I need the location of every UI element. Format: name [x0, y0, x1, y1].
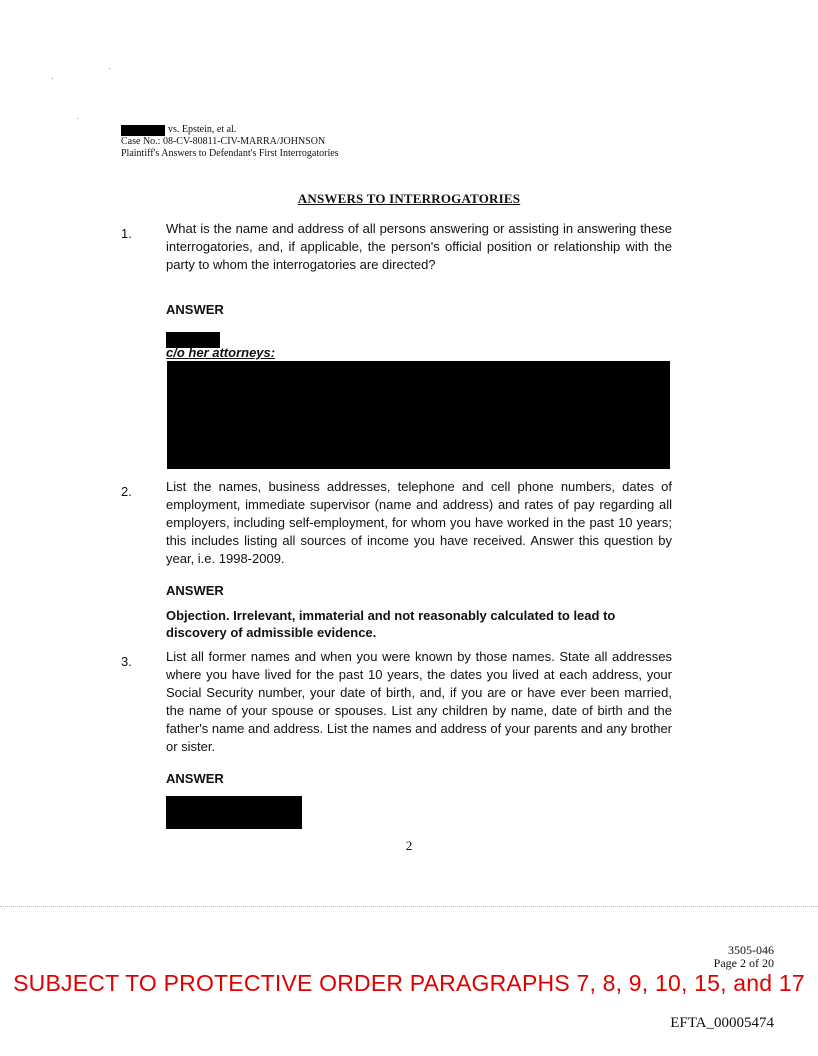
footer-divider [0, 906, 818, 907]
interrogatory-number: 3. [121, 654, 132, 669]
answer-label: ANSWER [166, 583, 224, 598]
interrogatory-number: 1. [121, 226, 132, 241]
scan-speck [52, 78, 53, 79]
answer-attorneys-line: c/o her attorneys: [166, 345, 276, 360]
bates-code: 3505-046 [728, 943, 774, 957]
case-caption [121, 124, 339, 160]
efta-document-id: EFTA_00005474 [670, 1015, 774, 1031]
case-style-suffix: vs. Epstein, et al. [168, 124, 237, 135]
protective-order-notice: SUBJECT TO PROTECTIVE ORDER PARAGRAPHS 7, 8, 9, 10, 15, and 17 [13, 970, 805, 996]
answer-label: ANSWER [166, 771, 224, 786]
redaction-box [166, 796, 302, 829]
page-of-count: Page 2 of 20 [713, 956, 774, 970]
answer-label: ANSWER [166, 302, 224, 317]
redaction-block [167, 361, 670, 469]
interrogatory-question: What is the name and address of all persons answering or assisting in answering these interrogatories, and, if applicable, the person's official position or relationship with the party to whom the interrogatories are directed? [166, 221, 672, 272]
objection-text: Objection. Irrelevant, immaterial and not reasonably calculated to lead to discovery of admissible evidence. [166, 608, 616, 640]
document-title: Plaintiff's Answers to Defendant's First Interrogatories [121, 148, 339, 159]
page-number: 2 [405, 838, 413, 853]
case-style-line [121, 124, 339, 136]
scan-speck [77, 118, 78, 119]
redaction-box [121, 125, 165, 136]
case-number: Case No.: 08-CV-80811-CIV-MARRA/JOHNSON [121, 136, 326, 147]
interrogatory-number: 2. [121, 484, 132, 499]
page-title: ANSWERS TO INTERROGATORIES [297, 191, 521, 206]
interrogatory-question: List all former names and when you were known by those names. State all addresses where you have lived for the past 10 years, the dates you lived at each address, your Social Security number, your date of birth, and, if you are or have ever been married, the name of your spouse or spouses. List any children by name, date of birth and the father's name and address. List the names and address of your parents and any brother or sister. [166, 649, 672, 754]
scan-speck [109, 68, 110, 69]
interrogatory-question: List the names, business addresses, telephone and cell phone numbers, dates of employment, immediate supervisor (name and address) and rates of pay regarding all employers, including self-employment, for whom you have worked in the past 10 years; this includes listing all sources of income you have received. Answer this question by year, i.e. 1998-2009. [166, 479, 672, 566]
